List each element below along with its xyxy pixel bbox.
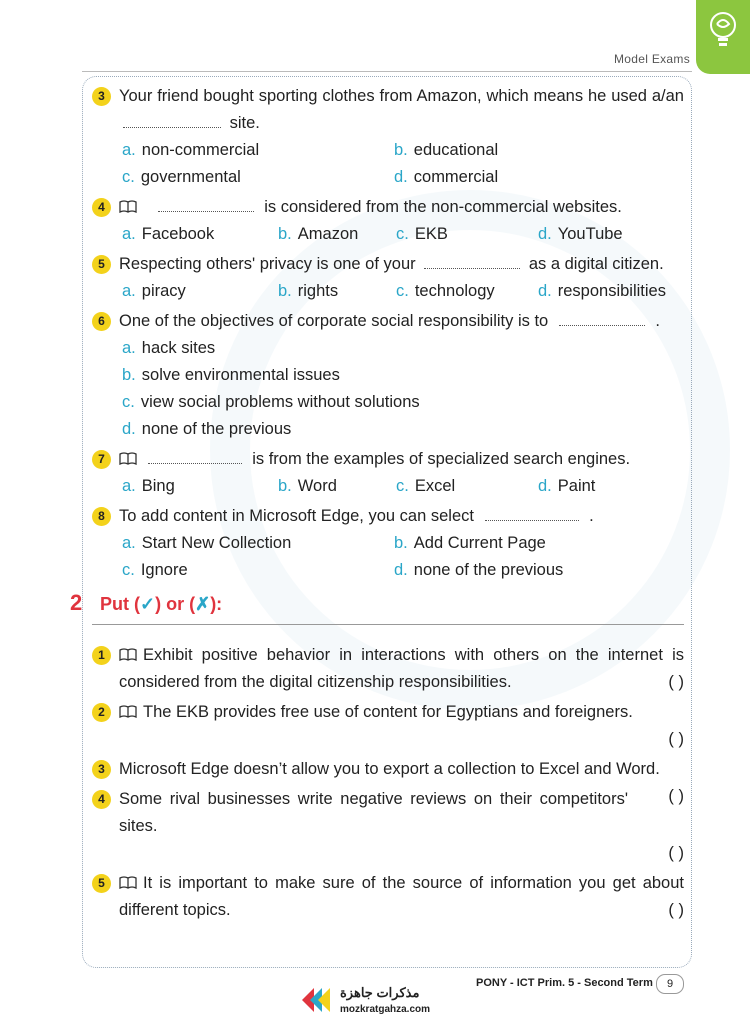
option-c[interactable]: c. view social problems without solutions bbox=[122, 393, 420, 411]
book-icon bbox=[119, 648, 137, 661]
brand-logo-icon bbox=[300, 985, 336, 1015]
blank bbox=[123, 115, 221, 128]
question-6 bbox=[92, 308, 684, 443]
blank bbox=[424, 256, 520, 269]
question-text: is considered from the non-commercial websites. bbox=[119, 194, 684, 221]
answer-blank[interactable]: ( ) bbox=[668, 787, 684, 805]
options bbox=[122, 530, 684, 584]
option-a[interactable]: a. hack sites bbox=[122, 339, 216, 357]
page-number: 9 bbox=[656, 974, 684, 994]
option-d[interactable]: d. commercial bbox=[394, 168, 499, 186]
question-number: 5 bbox=[92, 255, 111, 274]
question-7 bbox=[92, 446, 684, 500]
answer-blank[interactable]: ( ) bbox=[668, 844, 684, 862]
option-a[interactable]: a. non-commercial bbox=[122, 141, 260, 159]
book-icon bbox=[119, 876, 137, 889]
statement-4 bbox=[92, 786, 684, 867]
option-b[interactable]: b. solve environmental issues bbox=[122, 366, 340, 384]
statement-text: The EKB provides free use of content for Egyptians and foreigners. bbox=[143, 703, 633, 721]
option-c[interactable]: c. Ignore bbox=[122, 561, 188, 579]
check-icon: ✓ bbox=[140, 594, 156, 614]
options bbox=[122, 335, 684, 443]
brand-logo-arabic: مذكرات جاهزة bbox=[340, 985, 420, 1000]
option-b[interactable]: b. rights bbox=[278, 282, 339, 300]
blank bbox=[485, 508, 579, 521]
section-tab bbox=[696, 0, 750, 74]
option-c[interactable]: c. governmental bbox=[122, 168, 241, 186]
question-number: 3 bbox=[92, 87, 111, 106]
question-text: Respecting others' privacy is one of your as a digital citizen. bbox=[119, 255, 664, 273]
blank bbox=[158, 199, 254, 212]
option-d[interactable]: d. YouTube bbox=[538, 225, 623, 243]
statement-number: 3 bbox=[92, 760, 111, 779]
option-d[interactable]: d. Paint bbox=[538, 477, 596, 495]
statement-text: Exhibit positive behavior in interactions with others on the internet is considered from the digital citizenship responsibilities. bbox=[119, 646, 684, 691]
blank bbox=[148, 451, 242, 464]
brand-logo-url: mozkratgahza.com bbox=[340, 1004, 431, 1015]
option-a[interactable]: a. Start New Collection bbox=[122, 534, 292, 552]
book-icon bbox=[119, 200, 137, 213]
section-title: Put (✓) or (✗): bbox=[100, 594, 223, 614]
blank bbox=[559, 313, 645, 326]
question-text: is from the examples of specialized search engines. bbox=[119, 446, 684, 473]
options bbox=[122, 473, 684, 500]
question-5 bbox=[92, 251, 684, 305]
options bbox=[122, 221, 684, 248]
option-d[interactable]: d. responsibilities bbox=[538, 282, 666, 300]
question-number: 7 bbox=[92, 450, 111, 469]
statement-number: 5 bbox=[92, 874, 111, 893]
cross-icon: ✗ bbox=[195, 594, 211, 614]
option-b[interactable]: b. educational bbox=[394, 141, 499, 159]
question-number: 4 bbox=[92, 198, 111, 217]
answer-blank[interactable]: ( ) bbox=[668, 730, 684, 748]
question-text: One of the objectives of corporate social responsibility is to . bbox=[119, 312, 660, 330]
question-text: To add content in Microsoft Edge, you can select . bbox=[119, 507, 594, 525]
question-text: Your friend bought sporting clothes from Amazon, which means he used a/an site. bbox=[119, 87, 684, 132]
statement-text: Some rival businesses write negative reviews on their competitors' sites. bbox=[119, 790, 628, 835]
options bbox=[122, 137, 684, 191]
option-b[interactable]: b. Add Current Page bbox=[394, 534, 546, 552]
question-8 bbox=[92, 503, 684, 584]
book-icon bbox=[119, 452, 137, 465]
statement-text: It is important to make sure of the source of information you get about different topics. bbox=[119, 874, 684, 919]
statement-number: 1 bbox=[92, 646, 111, 665]
option-a[interactable]: a. Facebook bbox=[122, 225, 215, 243]
statement-1 bbox=[92, 642, 684, 696]
option-c[interactable]: c. technology bbox=[396, 282, 495, 300]
option-b[interactable]: b. Amazon bbox=[278, 225, 359, 243]
section-2-header bbox=[70, 590, 684, 625]
option-a[interactable]: a. piracy bbox=[122, 282, 186, 300]
header-label: Model Exams bbox=[614, 52, 690, 66]
statement-5 bbox=[92, 870, 684, 924]
statement-text: Microsoft Edge doesn’t allow you to export a collection to Excel and Word. bbox=[119, 760, 660, 778]
footer-text: PONY - ICT Prim. 5 - Second Term bbox=[476, 977, 653, 989]
question-4 bbox=[92, 194, 684, 248]
option-c[interactable]: c. Excel bbox=[396, 477, 456, 495]
section-number: 2 bbox=[70, 590, 83, 615]
options bbox=[122, 278, 684, 305]
statement-number: 4 bbox=[92, 790, 111, 809]
book-icon bbox=[119, 705, 137, 718]
statement-2 bbox=[92, 699, 684, 753]
option-d[interactable]: d. none of the previous bbox=[394, 561, 564, 579]
statement-3 bbox=[92, 756, 684, 805]
option-b[interactable]: b. Word bbox=[278, 477, 337, 495]
header-divider bbox=[82, 71, 692, 72]
question-3 bbox=[92, 83, 684, 191]
question-number: 6 bbox=[92, 312, 111, 331]
option-d[interactable]: d. none of the previous bbox=[122, 420, 292, 438]
option-a[interactable]: a. Bing bbox=[122, 477, 175, 495]
option-c[interactable]: c. EKB bbox=[396, 225, 448, 243]
exam-content bbox=[70, 82, 684, 924]
statement-number: 2 bbox=[92, 703, 111, 722]
question-number: 8 bbox=[92, 507, 111, 526]
lightbulb-leaf-icon bbox=[707, 10, 739, 50]
answer-blank[interactable]: ( ) bbox=[668, 901, 684, 919]
answer-blank[interactable]: ( ) bbox=[668, 673, 684, 691]
